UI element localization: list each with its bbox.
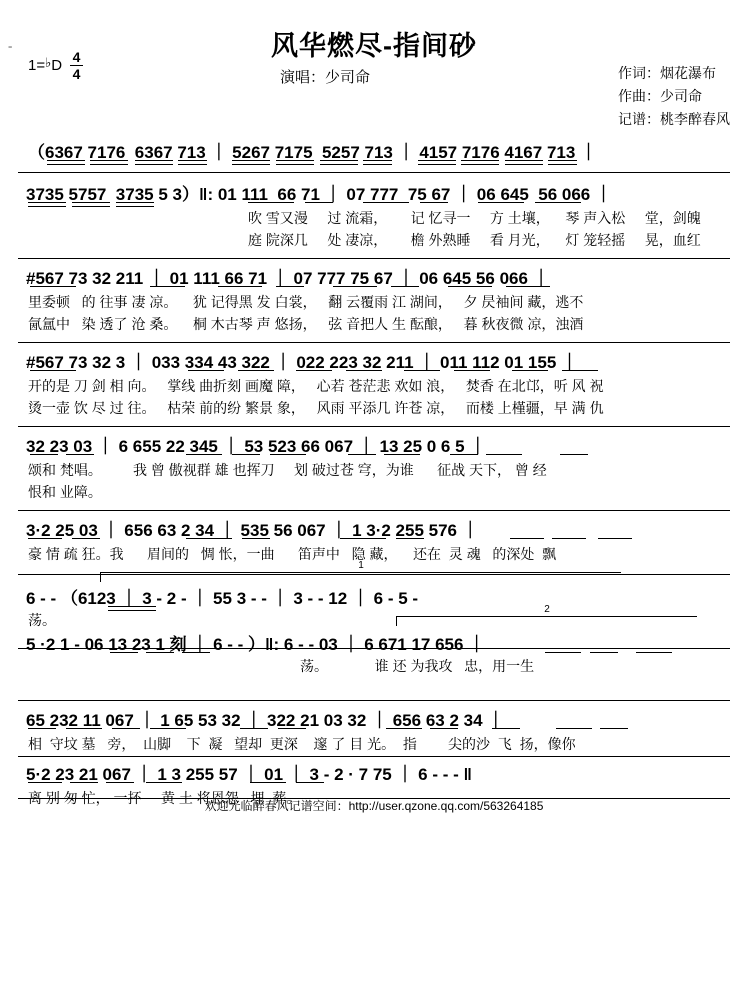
lyric-row-text: 相 守坟 墓 旁， 山脚 下 凝 望却 更深 邃 了 目 光。 指 尖的沙 飞 扬，像你 bbox=[28, 736, 576, 752]
beam-mark bbox=[512, 370, 548, 371]
beam-mark bbox=[510, 538, 544, 539]
credit-notator: 记谱：桃李醉春风 bbox=[618, 111, 730, 127]
note-line bbox=[0, 346, 748, 376]
time-signature-bottom: 4 bbox=[72, 66, 81, 82]
beam-mark-2 bbox=[90, 164, 128, 165]
beam-mark-2 bbox=[418, 164, 456, 165]
system-divider bbox=[18, 172, 730, 173]
lyric-row-text: 恨和 业障。 bbox=[28, 484, 102, 500]
beam-mark bbox=[506, 286, 550, 287]
beam-mark bbox=[70, 782, 98, 783]
beam-mark bbox=[178, 160, 207, 161]
beam-mark bbox=[305, 202, 333, 203]
beam-mark bbox=[562, 370, 598, 371]
beam-mark bbox=[486, 454, 522, 455]
key-signature-value: D bbox=[51, 57, 63, 74]
note-line bbox=[0, 430, 748, 460]
beam-mark-2 bbox=[116, 206, 154, 207]
lyric-line-verse-1 bbox=[0, 544, 748, 566]
lyric-line-verse-2 bbox=[0, 482, 748, 504]
music-system-9 bbox=[0, 704, 748, 756]
note-line bbox=[0, 578, 748, 608]
lyric-line-verse-2 bbox=[0, 398, 748, 420]
beam-mark bbox=[232, 160, 270, 161]
beam-mark bbox=[320, 160, 358, 161]
beam-mark bbox=[186, 538, 232, 539]
beam-mark bbox=[238, 370, 274, 371]
beam-mark bbox=[150, 728, 186, 729]
beam-mark bbox=[186, 454, 222, 455]
beam-mark bbox=[348, 454, 376, 455]
note-line bbox=[0, 136, 748, 166]
beam-mark bbox=[66, 728, 102, 729]
beam-mark bbox=[340, 538, 386, 539]
beam-mark bbox=[560, 454, 588, 455]
beam-mark bbox=[28, 782, 62, 783]
lyric-line-verse-1 bbox=[0, 292, 748, 314]
lyric-row-text: 离 别 匆 忙， 一抔 黄 土 将恩怨 埋 葬。 bbox=[28, 790, 301, 806]
system-divider bbox=[18, 258, 730, 259]
lyric-row-text: 荡。 谁 还 为我攻 忠，用一生 bbox=[300, 658, 535, 674]
lyric-row-text: 开的是 刀 剑 相 向。 掌线 曲折刻 画魔 障， 心若 苍茫悲 欢如 浪， 焚香 在北邙，听 风 祝 bbox=[28, 378, 604, 394]
credit-lyricist: 作词：烟花瀑布 bbox=[618, 65, 716, 81]
beam-mark bbox=[598, 538, 632, 539]
repeat-ending-number: 2 bbox=[544, 604, 550, 615]
beam-mark bbox=[386, 728, 422, 729]
beam-mark bbox=[242, 538, 270, 539]
lyric-line-verse-2 bbox=[0, 230, 748, 252]
beam-mark bbox=[112, 728, 140, 729]
beam-mark bbox=[430, 728, 458, 729]
beam-mark bbox=[535, 202, 581, 203]
beam-mark-2 bbox=[178, 164, 207, 165]
lyric-line-verse-1 bbox=[0, 208, 748, 230]
credit-composer: 作曲：少司命 bbox=[618, 88, 702, 104]
beam-mark bbox=[30, 370, 76, 371]
beam-mark bbox=[278, 728, 306, 729]
beam-mark bbox=[108, 606, 156, 607]
beam-mark bbox=[146, 782, 182, 783]
lyric-line-verse-1 bbox=[0, 734, 748, 756]
beam-mark-2 bbox=[461, 164, 499, 165]
music-system-8 bbox=[0, 604, 748, 674]
note-row-text: 32 23 03 ｜ 6 655 22 345 ｜ 53 523 66 067 ｜ 13 25 0 6 5 ｜ bbox=[26, 437, 487, 456]
singer-label: 演唱：少司命 bbox=[280, 69, 371, 86]
beam-mark bbox=[270, 454, 306, 455]
beam-mark bbox=[72, 538, 100, 539]
beam-mark bbox=[333, 286, 377, 287]
footer-note: 欢迎光临醉春风记谱空间：http://user.qzone.qq.com/563264185 bbox=[204, 799, 544, 813]
beam-mark bbox=[420, 202, 448, 203]
beam-mark-2 bbox=[28, 206, 66, 207]
beam-mark bbox=[296, 370, 332, 371]
beam-mark bbox=[505, 160, 543, 161]
beam-mark bbox=[30, 286, 76, 287]
beam-mark bbox=[454, 370, 490, 371]
beam-mark bbox=[28, 202, 66, 203]
note-line bbox=[0, 262, 748, 292]
note-line bbox=[0, 760, 748, 790]
music-system-1 bbox=[0, 136, 748, 166]
note-row-text: 6 - - （6123 ｜ 3 - 2 - ｜ 55 3 - - ｜ 3 - - 12 ｜ 6 - 5 - bbox=[26, 589, 419, 608]
beam-mark bbox=[556, 728, 592, 729]
lyric-line-verse-2 bbox=[0, 314, 748, 336]
beam-mark bbox=[276, 160, 314, 161]
note-row-text: #567 73 32 211 ｜ 01 111 66 71 ｜ 07 777 75 67 ｜ 06 645 56 066 ｜ bbox=[26, 269, 550, 288]
system-divider bbox=[18, 510, 730, 511]
system-divider bbox=[18, 426, 730, 427]
lyric-row-text: 氤氲中 染 透了 沧 桑。 桐 木古琴 声 悠扬， 弦 音把人 生 酝酿， 暮 秋夜微 凉，浊酒 bbox=[28, 316, 584, 332]
beam-mark bbox=[90, 160, 128, 161]
beam-mark-2 bbox=[72, 206, 110, 207]
beam-mark bbox=[346, 370, 382, 371]
beam-mark bbox=[66, 454, 94, 455]
key-signature-label: 1= bbox=[28, 57, 46, 74]
beam-mark bbox=[150, 286, 185, 287]
time-signature bbox=[70, 50, 83, 81]
page-title: 风华燃尽-指间砂 bbox=[271, 31, 477, 61]
corner-tick-mark: - bbox=[8, 38, 13, 53]
beam-mark bbox=[188, 370, 224, 371]
beam-mark-2 bbox=[276, 164, 314, 165]
beam-mark-2 bbox=[505, 164, 543, 165]
beam-mark bbox=[478, 202, 524, 203]
lyric-line-verse-1 bbox=[0, 648, 748, 674]
beam-mark bbox=[396, 538, 424, 539]
system-divider bbox=[18, 342, 730, 343]
beam-mark-2 bbox=[363, 164, 392, 165]
note-line bbox=[0, 618, 748, 654]
note-row-text: 65 232 11 067 ｜ 1 65 53 32 ｜ 322 21 03 32 ｜ 656 63 2 34 ｜ bbox=[26, 711, 505, 730]
beam-mark bbox=[135, 160, 173, 161]
beam-mark bbox=[47, 160, 85, 161]
beam-mark-2 bbox=[232, 164, 270, 165]
beam-mark bbox=[450, 454, 478, 455]
note-row-text: 3·2 25 03 ｜ 656 63 2 34 ｜ 535 56 067 ｜ 1 3·2 255 576 ｜ bbox=[26, 521, 479, 540]
music-system-5 bbox=[0, 430, 748, 504]
lyric-row-text: 烫一壶 饮 尽 过 往。 枯荣 前的纷 繁景 象， 风雨 平添几 许苍 凉， 而楼 上槿疆，早 满 仇 bbox=[28, 400, 604, 416]
beam-mark-2 bbox=[135, 164, 173, 165]
beam-mark bbox=[248, 202, 294, 203]
beam-mark bbox=[296, 782, 324, 783]
flat-icon: ♭ bbox=[45, 55, 52, 70]
beam-mark bbox=[384, 454, 420, 455]
beam-mark bbox=[250, 782, 286, 783]
note-row-text: 3735 5757 3735 5 3）‖: 01 111 66 71 ｜ 07 777 75 67 ｜ 06 645 56 066 ｜ bbox=[26, 185, 612, 204]
note-line bbox=[0, 704, 748, 734]
note-line bbox=[0, 178, 748, 208]
system-divider bbox=[18, 700, 730, 701]
beam-mark bbox=[391, 286, 419, 287]
beam-mark bbox=[404, 370, 440, 371]
beam-mark bbox=[448, 286, 492, 287]
beam-mark bbox=[30, 454, 58, 455]
music-system-2 bbox=[0, 178, 748, 252]
beam-mark-2 bbox=[320, 164, 358, 165]
note-line bbox=[0, 514, 748, 544]
beam-mark bbox=[106, 782, 134, 783]
lyric-row-text: 豪 情 疏 狂。我 眉间的 惆 怅，一曲 笛声中 隐 藏， 还在 灵 魂 的深处 飘 bbox=[28, 546, 557, 562]
lyric-row-text: 庭 院深几 处 凄凉， 檐 外熟睡 看 月光， 灯 笼轻摇 晃，血红 bbox=[248, 232, 701, 248]
beam-mark bbox=[116, 202, 154, 203]
note-row-text: 5 ·2 1 - 06 13 23 1 刻 ｜ 6 - - ）‖: 6 - - 03 ｜ 6 671 17 656 ｜ bbox=[26, 635, 486, 654]
music-system-4 bbox=[0, 346, 748, 420]
lyric-line-verse-1 bbox=[0, 376, 748, 398]
note-row-text: #567 73 32 3 ｜ 033 334 43 322 ｜ 022 223 32 211 ｜ 011 112 01 155 ｜ bbox=[26, 353, 579, 372]
beam-mark bbox=[240, 728, 268, 729]
beam-mark bbox=[218, 286, 262, 287]
beam-mark bbox=[492, 728, 520, 729]
beam-mark bbox=[276, 286, 304, 287]
beam-mark bbox=[418, 160, 456, 161]
note-row-text: 5·2 23 21 067 ｜ 1 3 255 57 ｜ 01 ｜ 3 - 2 · 7 75 ｜ 6 - - - ‖ bbox=[26, 765, 472, 784]
beam-mark bbox=[548, 160, 577, 161]
beam-mark bbox=[28, 728, 56, 729]
lyric-row-text: 颂和 梵唱。 我 曾 傲视群 雄 也挥刀 划 破过苍 穹，为谁 征战 天下， 曾 经 bbox=[28, 462, 547, 478]
lyric-row-text: 荡。 bbox=[28, 612, 56, 628]
beam-mark-2 bbox=[47, 164, 85, 165]
lyric-row-text: 里委顿 的 往事 凄 凉。 犹 记得黑 发 白裳， 翻 云覆雨 江 湖间， 夕 昃袖间 藏，逃不 bbox=[28, 294, 584, 310]
beam-mark bbox=[28, 538, 62, 539]
lyric-line-verse-1 bbox=[0, 460, 748, 482]
beam-mark bbox=[363, 160, 392, 161]
beam-mark bbox=[232, 454, 260, 455]
beam-mark bbox=[72, 202, 110, 203]
beam-mark bbox=[552, 538, 586, 539]
note-row-text: （6367 7176 6367 713 ｜ 5267 7175 5257 713 ｜ 4157 7176 4167 713 ｜ bbox=[28, 143, 598, 162]
system-divider bbox=[18, 756, 730, 757]
music-system-3 bbox=[0, 262, 748, 336]
music-system-6 bbox=[0, 514, 748, 566]
beam-mark-2 bbox=[548, 164, 577, 165]
key-signature bbox=[28, 57, 62, 74]
repeat-ending-number: 1 bbox=[358, 560, 364, 571]
beam-mark bbox=[600, 728, 628, 729]
time-signature-top: 4 bbox=[72, 49, 81, 65]
lyric-row-text: 吹 雪又漫 过 流霜， 记 忆寻一 方 土壤， 琴 声入松 堂，剑魄 bbox=[248, 210, 701, 226]
beam-mark bbox=[461, 160, 499, 161]
beam-mark bbox=[363, 202, 409, 203]
credits-block bbox=[618, 62, 730, 131]
